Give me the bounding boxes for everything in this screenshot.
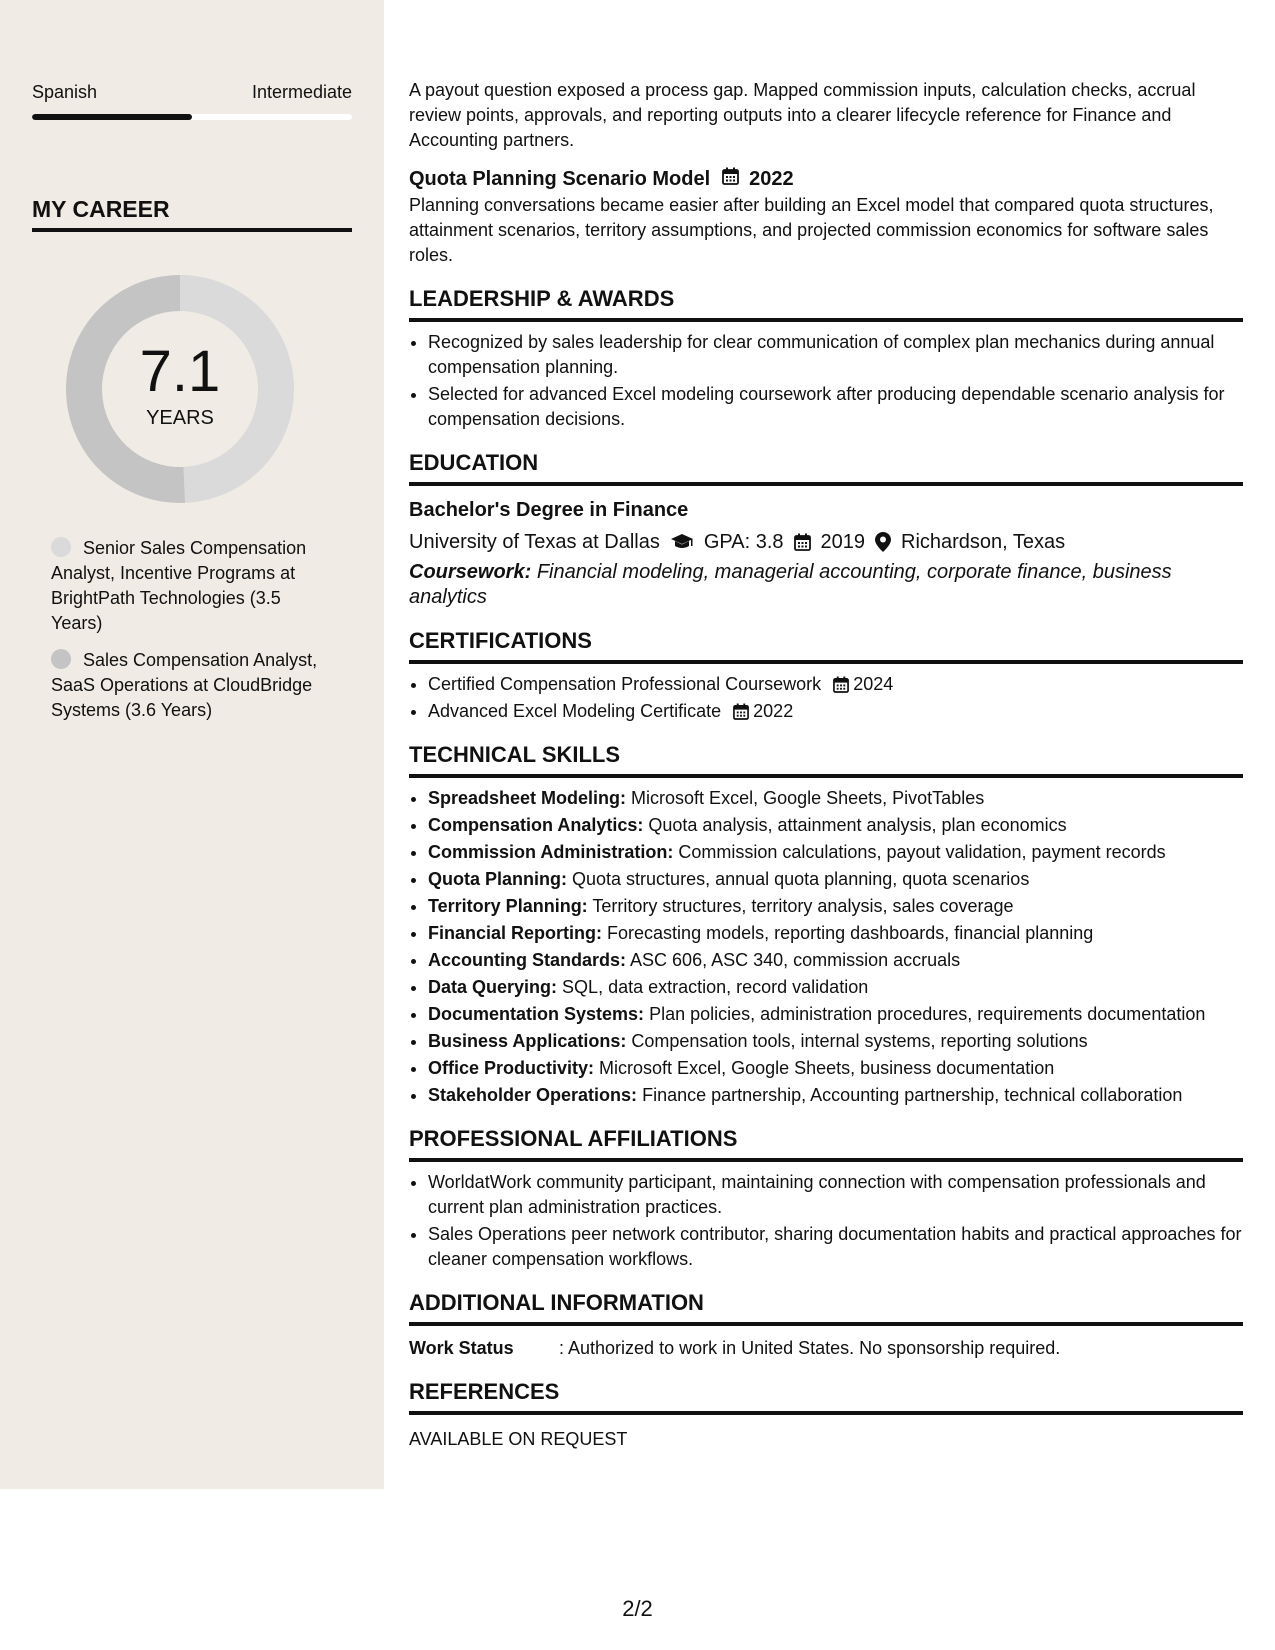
certification-year: 2022 [753, 701, 794, 721]
additional-info-heading: ADDITIONAL INFORMATION [409, 1288, 1243, 1326]
list-item: • Recognized by sales leadership for clear communication of complex plan mechanics during annual compensation planning. [428, 330, 1243, 380]
intro-paragraph: A payout question exposed a process gap. Mapped commission inputs, calculation checks, accrual review points, approvals, and reporting outputs into a clearer lifecycle reference for Finance and Accounting partners. [409, 80, 1196, 150]
references-heading: REFERENCES [409, 1377, 1243, 1415]
skill-label: Quota Planning: [428, 869, 567, 889]
work-status-label: Work Status [409, 1338, 514, 1358]
skill-value: Microsoft Excel, Google Sheets, business documentation [599, 1058, 1055, 1078]
career-item-text: Senior Sales Compensation Analyst, Incentive Programs at BrightPath Technologies (3.5 Years) [51, 538, 307, 633]
skill-label: Data Querying: [428, 977, 558, 997]
skill-value: Forecasting models, reporting dashboards, financial planning [607, 923, 1094, 943]
career-total [66, 275, 294, 503]
project-title-row [409, 165, 1243, 193]
affiliations-heading: PROFESSIONAL AFFILIATIONS [409, 1124, 1243, 1162]
main-content [409, 78, 1243, 1452]
skill-value: Territory structures, territory analysis, sales coverage [592, 896, 1014, 916]
skill-item [428, 786, 1243, 811]
career-legend-dot [51, 649, 71, 669]
career-total-value: 7.1 [139, 338, 221, 404]
skill-label: Accounting Standards: [428, 950, 627, 970]
skill-item [428, 1029, 1243, 1054]
graduation-cap-icon [670, 533, 694, 551]
skill-value: Microsoft Excel, Google Sheets, PivotTables [631, 788, 985, 808]
work-status-row [409, 1336, 1243, 1361]
project-description: Planning conversations became easier after building an Excel model that compared quota structures, attainment scenarios, territory assumptions, and projected commission economics for software sales roles. [409, 195, 1214, 265]
skill-item [428, 975, 1243, 1000]
education-school: University of Texas at Dallas [409, 531, 660, 553]
skill-value: Quota structures, annual quota planning, quota scenarios [572, 869, 1030, 889]
skill-value: Commission calculations, payout validation, payment records [678, 842, 1166, 862]
certification-name: • Certified Compensation Professional Coursework [428, 674, 822, 694]
leadership-heading: LEADERSHIP & AWARDS [409, 284, 1243, 322]
language-proficiency-fill [32, 114, 192, 120]
skill-label: Financial Reporting: [428, 923, 603, 943]
language-row [32, 82, 352, 103]
skill-label: Spreadsheet Modeling: [428, 788, 627, 808]
skill-value: Quota analysis, attainment analysis, plan economics [648, 815, 1067, 835]
language-proficiency-bar [32, 114, 352, 120]
career-total-unit: YEARS [146, 406, 214, 429]
skills-list [409, 786, 1243, 1108]
skill-value: Compensation tools, internal systems, reporting solutions [631, 1031, 1088, 1051]
education-details [409, 528, 1243, 556]
list-item [428, 699, 1243, 724]
sidebar [0, 0, 384, 1489]
list-item: • WorldatWork community participant, maintaining connection with compensation professionals and current plan administration practices. [428, 1170, 1243, 1220]
references-text: AVAILABLE ON REQUEST [409, 1429, 628, 1449]
work-status-value: : Authorized to work in United States. No sponsorship required. [559, 1338, 1061, 1358]
calendar-icon [833, 676, 849, 693]
skill-item [428, 813, 1243, 838]
skill-label: Commission Administration: [428, 842, 674, 862]
skill-value: ASC 606, ASC 340, commission accruals [630, 950, 961, 970]
skill-item [428, 1002, 1243, 1027]
skill-item [428, 921, 1243, 946]
skill-value: SQL, data extraction, record validation [562, 977, 869, 997]
career-legend-dot [51, 537, 71, 557]
language-name: Spanish [32, 82, 98, 102]
project-year: 2022 [749, 168, 794, 190]
education-coursework [409, 560, 1243, 610]
coursework-text: Financial modeling, managerial accounting, corporate finance, business analytics [409, 561, 1172, 608]
skill-item [428, 1083, 1243, 1108]
career-item-text: Sales Compensation Analyst, SaaS Operations at CloudBridge Systems (3.6 Years) [51, 650, 318, 720]
education-location: Richardson, Texas [901, 531, 1066, 553]
affiliations-list [409, 1170, 1243, 1272]
education-gpa: GPA: 3.8 [703, 531, 784, 553]
coursework-label: Coursework: [409, 561, 532, 583]
skill-item [428, 948, 1243, 973]
skill-label: Stakeholder Operations: [428, 1085, 638, 1105]
list-item [428, 672, 1243, 697]
skill-label: Office Productivity: [428, 1058, 595, 1078]
skill-label: Business Applications: [428, 1031, 627, 1051]
language-level: Intermediate [251, 82, 352, 102]
skill-value: Finance partnership, Accounting partnership, technical collaboration [642, 1085, 1183, 1105]
calendar-icon [733, 703, 749, 720]
education-heading: EDUCATION [409, 448, 1243, 486]
location-pin-icon [875, 532, 891, 552]
skill-label: Territory Planning: [428, 896, 588, 916]
skills-heading: TECHNICAL SKILLS [409, 740, 1243, 778]
certification-year: 2024 [853, 674, 894, 694]
career-heading: MY CAREER [32, 196, 352, 232]
calendar-icon [794, 533, 811, 551]
education-degree: Bachelor's Degree in Finance [409, 499, 689, 521]
certification-name: • Advanced Excel Modeling Certificate [428, 701, 722, 721]
certifications-list [409, 672, 1243, 724]
skill-label: Compensation Analytics: [428, 815, 644, 835]
career-item [51, 648, 331, 723]
skill-value: Plan policies, administration procedures, requirements documentation [649, 1004, 1206, 1024]
page-number: 2/2 [622, 1596, 653, 1621]
project-title: Quota Planning Scenario Model [409, 168, 711, 190]
skill-item [428, 840, 1243, 865]
skill-item [428, 867, 1243, 892]
skill-label: Documentation Systems: [428, 1004, 645, 1024]
career-list [51, 536, 331, 735]
calendar-icon [722, 165, 739, 193]
education-year: 2019 [820, 531, 866, 553]
leadership-list [409, 330, 1243, 432]
certifications-heading: CERTIFICATIONS [409, 626, 1243, 664]
skill-item [428, 1056, 1243, 1081]
list-item: • Selected for advanced Excel modeling coursework after producing dependable scenario analysis for compensation decisions. [428, 382, 1243, 432]
list-item: • Sales Operations peer network contributor, sharing documentation habits and practical approaches for cleaner compensation workflows. [428, 1222, 1243, 1272]
career-item [51, 536, 331, 636]
skill-item [428, 894, 1243, 919]
